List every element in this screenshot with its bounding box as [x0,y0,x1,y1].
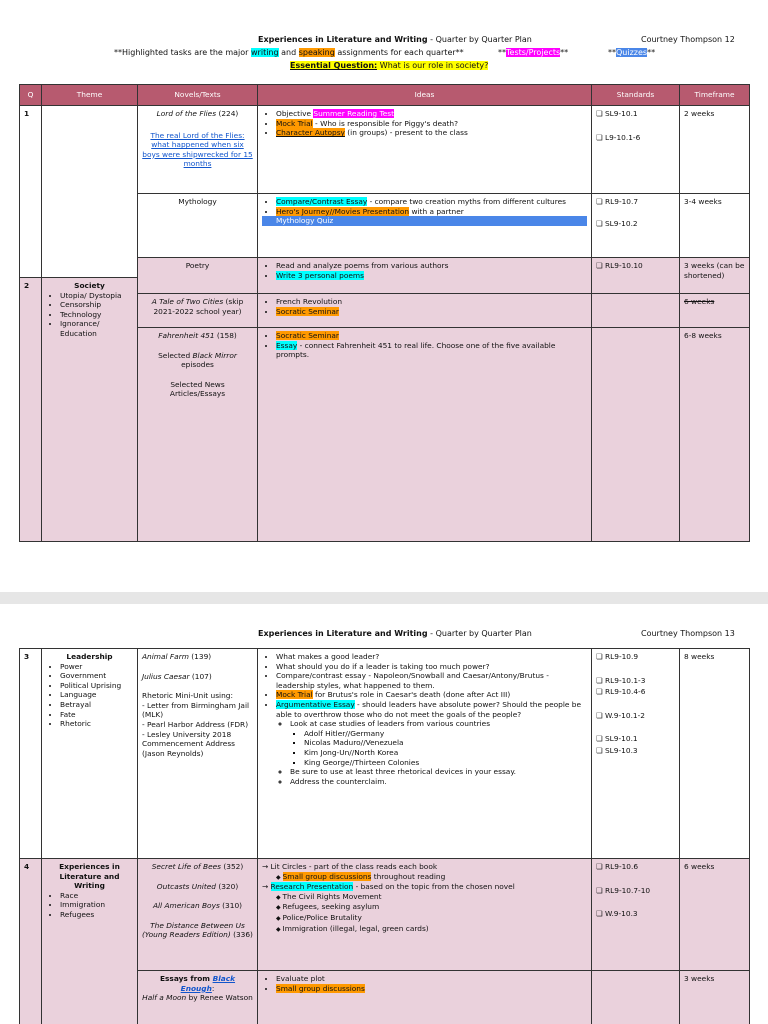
author-label: Courtney Thompson 13 [641,629,735,638]
ideas-cell: • Socratic Seminar • Essay - connect Fahrenheit 451 to real life. Choose one of the five available prompts. [258,328,592,542]
timeframe-cell: 2 weeks [680,106,750,194]
plan-table-q3-q4 [19,648,750,1024]
standards-cell: ❏ RL9-10.7 ❏ SL9-10.2 [592,194,680,258]
article-link[interactable]: The real Lord of the Flies: what happened when six boys were shipwrecked for 15 months [142,130,253,169]
novel-cell: Poetry [138,258,258,294]
black-enough-link[interactable]: Black Enough [180,974,236,993]
quarter-number: 1 [20,106,42,278]
header-standards: Standards [592,85,680,106]
ideas-cell: • What makes a good leader? • What should you do if a leader is taking too much power? • Compare/contrast essay - Napoleon/Snowball and Caesar/Antony/Brutus - leadership styles, what happened to them. • Mock Trial for Brutus's role in Caesar's death (done after Act III) • Argumentative Essay - should leaders have absolute power? Should the people be able to overthrow those who do not meet the goals of the people? ◦ Look at case studies of leaders from various countries ▪ Adolf Hitler//Germany ▪ Nicolas Maduro//Venezuela ▪ Kim Jong-Un//North Korea ▪ King George//Thirteen Colonies ◦ Be sure to use at least three rhetorical devices in your essay. ◦ Address the counterclaim. [258,649,592,859]
essential-question: Essential Question: What is our role in society? [290,61,489,70]
ideas-cell: • French Revolution • Socratic Seminar [258,294,592,328]
header-ideas: Ideas [258,85,592,106]
ideas-cell: • Objective Summer Reading Test • Mock Trial - Who is responsible for Piggy's death? • Character Autopsy (in groups) - present to the class [258,106,592,194]
theme-cell [42,106,138,278]
tests-legend: **Tests/Projects** [498,48,569,57]
timeframe-cell: 6 weeks [680,294,750,328]
novel-cell: Essays from Black Enough: Half a Moon by Renee Watson [138,971,258,1024]
table-row [20,859,750,971]
timeframe-cell: 3 weeks [680,971,750,1024]
timeframe-cell: 3 weeks (can be shortened) [680,258,750,294]
standards-cell: ❏ SL9-10.1 ❏ L9-10.1-6 [592,106,680,194]
header-theme: Theme [42,85,138,106]
timeframe-cell: 6-8 weeks [680,328,750,542]
header-timeframe: Timeframe [680,85,750,106]
plan-table-q1-q2 [19,84,750,542]
quarter-number: 3 [20,649,42,859]
header-q: Q [20,85,42,106]
standards-cell: ❏ RL9-10.10 [592,258,680,294]
ideas-cell: • Read and analyze poems from various authors • Write 3 personal poems [258,258,592,294]
timeframe-cell: 3-4 weeks [680,194,750,258]
ideas-cell: • Evaluate plot • Small group discussions [258,971,592,1024]
standards-cell [592,294,680,328]
timeframe-cell: 8 weeks [680,649,750,859]
header-novels: Novels/Texts [138,85,258,106]
table-row [20,649,750,859]
ideas-cell: • Compare/Contrast Essay - compare two creation myths from different cultures • Hero's Journey//Movies Presentation with a partner Mythology Quiz [258,194,592,258]
novel-cell: Lord of the Flies (224) The real Lord of the Flies: what happened when six boys were shipwrecked for 15 months [138,106,258,194]
novel-cell: A Tale of Two Cities (skip 2021-2022 school year) [138,294,258,328]
quarter-number: 4 [20,859,42,1024]
table-header-row [20,85,750,106]
standards-cell [592,328,680,542]
document-title: Experiences in Literature and Writing - Quarter by Quarter Plan [258,629,532,638]
standards-cell [592,971,680,1024]
standards-cell: ❏ RL9-10.6 ❏ RL9-10.7-10 ❏ W.9-10.3 [592,859,680,971]
author-label: Courtney Thompson 12 [641,35,735,44]
quarter-number: 2 [20,278,42,542]
table-row [20,106,750,194]
novel-cell: Secret Life of Bees (352) Outcasts United (320) All American Boys (310) The Distance Between Us (Young Readers Edition) (336) [138,859,258,971]
page-2 [0,604,768,1024]
quizzes-legend: **Quizzes** [608,48,656,57]
theme-cell: Leadership • Power • Government • Political Uprising • Language • Betrayal • Fate • Rhetoric [42,649,138,859]
highlight-legend: **Highlighted tasks are the major writing and speaking assignments for each quarter** [114,48,464,57]
timeframe-cell: 6 weeks [680,859,750,971]
novel-cell: Animal Farm (139) Julius Caesar (107) Rhetoric Mini-Unit using: - Letter from Birmingham Jail (MLK) - Pearl Harbor Address (FDR) - Lesley University 2018 Commencement Address (Jason Reynolds) [138,649,258,859]
theme-cell: Society • Utopia/ Dystopia • Censorship • Technology • Ignorance/ Education [42,278,138,542]
novel-cell: Fahrenheit 451 (158) Selected Black Mirror episodes Selected News Articles/Essays [138,328,258,542]
document-title: Experiences in Literature and Writing - Quarter by Quarter Plan [258,35,532,44]
novel-cell: Mythology [138,194,258,258]
standards-cell: ❏ RL9-10.9 ❏ RL9-10.1-3 ❏ RL9-10.4-6 ❏ W.9-10.1-2 ❏ SL9-10.1 ❏ SL9-10.3 [592,649,680,859]
ideas-cell: → Lit Circles - part of the class reads each book ◆ Small group discussions throughout reading → Research Presentation - based on the topic from the chosen novel ◆ The Civil Rights Movement ◆ Refugees, seeking asylum ◆ Police/Police Brutality ◆ Immigration (illegal, legal, green cards) [258,859,592,971]
theme-cell: Experiences in Literature and Writing • Race • Immigration • Refugees [42,859,138,1024]
